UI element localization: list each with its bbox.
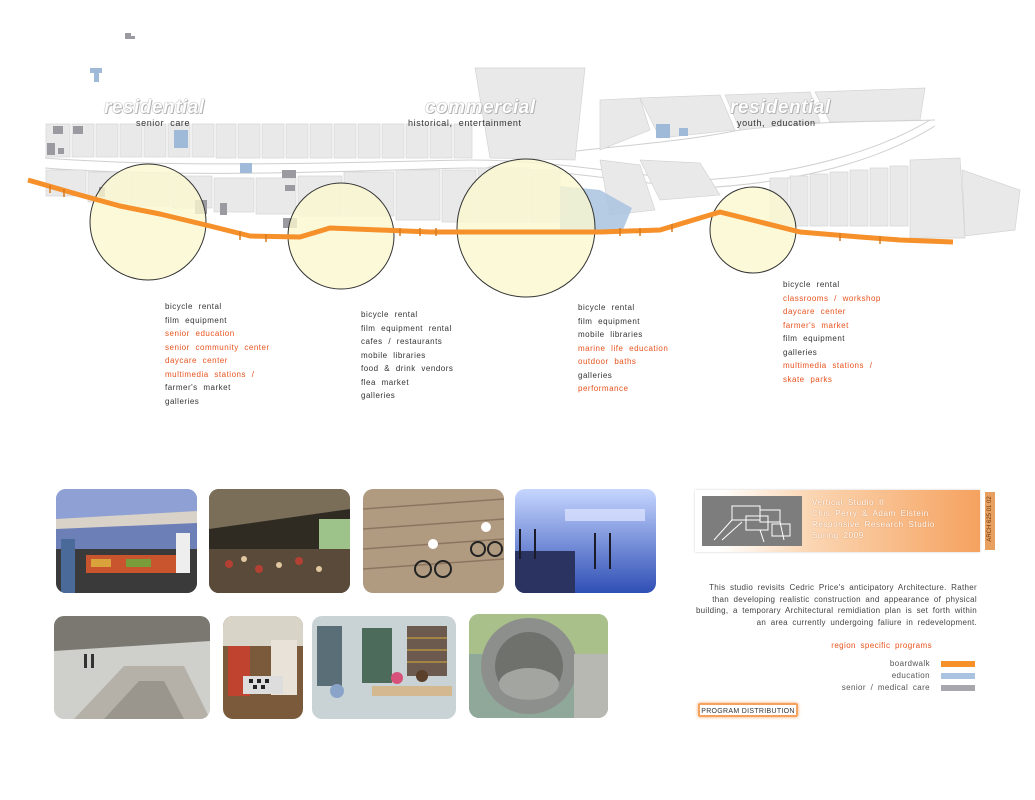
course-code-tab (985, 492, 995, 550)
site-plan-map (0, 0, 1035, 300)
program-item: food & drink vendors (361, 364, 454, 373)
photo-library (312, 616, 456, 719)
program-item: performance (578, 384, 629, 393)
zone-title-residential-east: residential (730, 97, 831, 118)
program-item: galleries (361, 391, 396, 400)
legend-label-boardwalk: boardwalk (889, 659, 930, 668)
program-item: classrooms / workshop (783, 293, 881, 303)
program-item: flea market (361, 377, 410, 387)
program-list-2 (361, 308, 453, 403)
program-item: multimedia stations / (783, 361, 873, 370)
program-item: bicycle rental (165, 302, 222, 311)
program-item: multimedia stations / (165, 369, 255, 379)
legend-item-boardwalk (820, 659, 980, 669)
zone-title-residential-west: residential (104, 97, 205, 118)
photo-crowd-under-bridge (209, 489, 350, 593)
zone-title-commercial: commercial (425, 97, 536, 118)
program-item: mobile libraries (361, 350, 426, 360)
program-item: daycare center (783, 307, 846, 316)
program-item: skate parks (783, 374, 833, 384)
program-item: daycare center (165, 356, 228, 365)
program-item: bicycle rental (578, 303, 635, 312)
program-item: cafes / restaurants (361, 337, 443, 346)
program-item: galleries (165, 396, 200, 406)
legend-label-education: education (891, 671, 930, 680)
photo-farmers-market (56, 489, 197, 593)
program-list-3 (578, 301, 668, 396)
studio-info-card (695, 490, 980, 552)
legend-title: region specific programs (831, 641, 932, 650)
photo-outdoor-baths (515, 489, 656, 593)
studio-line-1: Vertical Studio II (812, 498, 885, 507)
studio-model-image (702, 496, 802, 546)
legend-label-senior-medical: senior / medical care (841, 683, 930, 692)
program-item: film equipment (165, 315, 228, 325)
program-item: marine life education (578, 343, 669, 353)
program-list-1 (165, 300, 270, 408)
program-item: galleries (578, 370, 613, 380)
program-item: farmer's market (783, 320, 849, 330)
legend-item-education (820, 671, 980, 681)
program-list-4 (783, 278, 881, 386)
zone-subtitle-west: senior care (136, 118, 191, 128)
studio-line-2: Chis Perry & Adam Elstein (812, 509, 929, 518)
studio-description: This studio revisits Cedric Price's anticipatory Architecture. Rather than developing realistic construction and appearance of physical building, a temporary Architectural remidiation plan is set forth within an area currently undergoing faliure in redevelopment. (695, 583, 977, 627)
program-item: film equipment rental (361, 323, 452, 333)
program-item: mobile libraries (578, 330, 643, 339)
program-item: galleries (783, 347, 818, 357)
program-distribution-label: PROGRAM DISTRIBUTION (698, 703, 798, 717)
studio-line-4: Spring 2009 (812, 531, 864, 540)
photo-skate-tunnel (469, 614, 608, 718)
course-code: ARCH 625 01 02 (987, 496, 993, 542)
zone-subtitle-commercial: historical, entertainment (408, 118, 522, 128)
studio-line-3: Responsive Research Studio (812, 520, 935, 529)
legend-swatch-education (941, 673, 975, 679)
photo-chess-players (223, 616, 303, 719)
legend-item-senior-medical (820, 683, 980, 693)
legend-swatch-boardwalk (941, 661, 975, 667)
program-item: farmer's market (165, 383, 231, 392)
program-item: film equipment (783, 334, 846, 343)
photo-cyclists-boardwalk (363, 489, 504, 593)
program-item: film equipment (578, 316, 641, 326)
program-item: outdoor baths (578, 357, 637, 366)
legend-swatch-senior-medical (941, 685, 975, 691)
program-item: bicycle rental (783, 280, 840, 289)
program-item: bicycle rental (361, 310, 418, 319)
photo-interior-ramp (54, 616, 210, 719)
zone-subtitle-east: youth, education (737, 118, 816, 128)
program-item: senior community center (165, 342, 270, 352)
program-item: senior education (165, 329, 235, 338)
